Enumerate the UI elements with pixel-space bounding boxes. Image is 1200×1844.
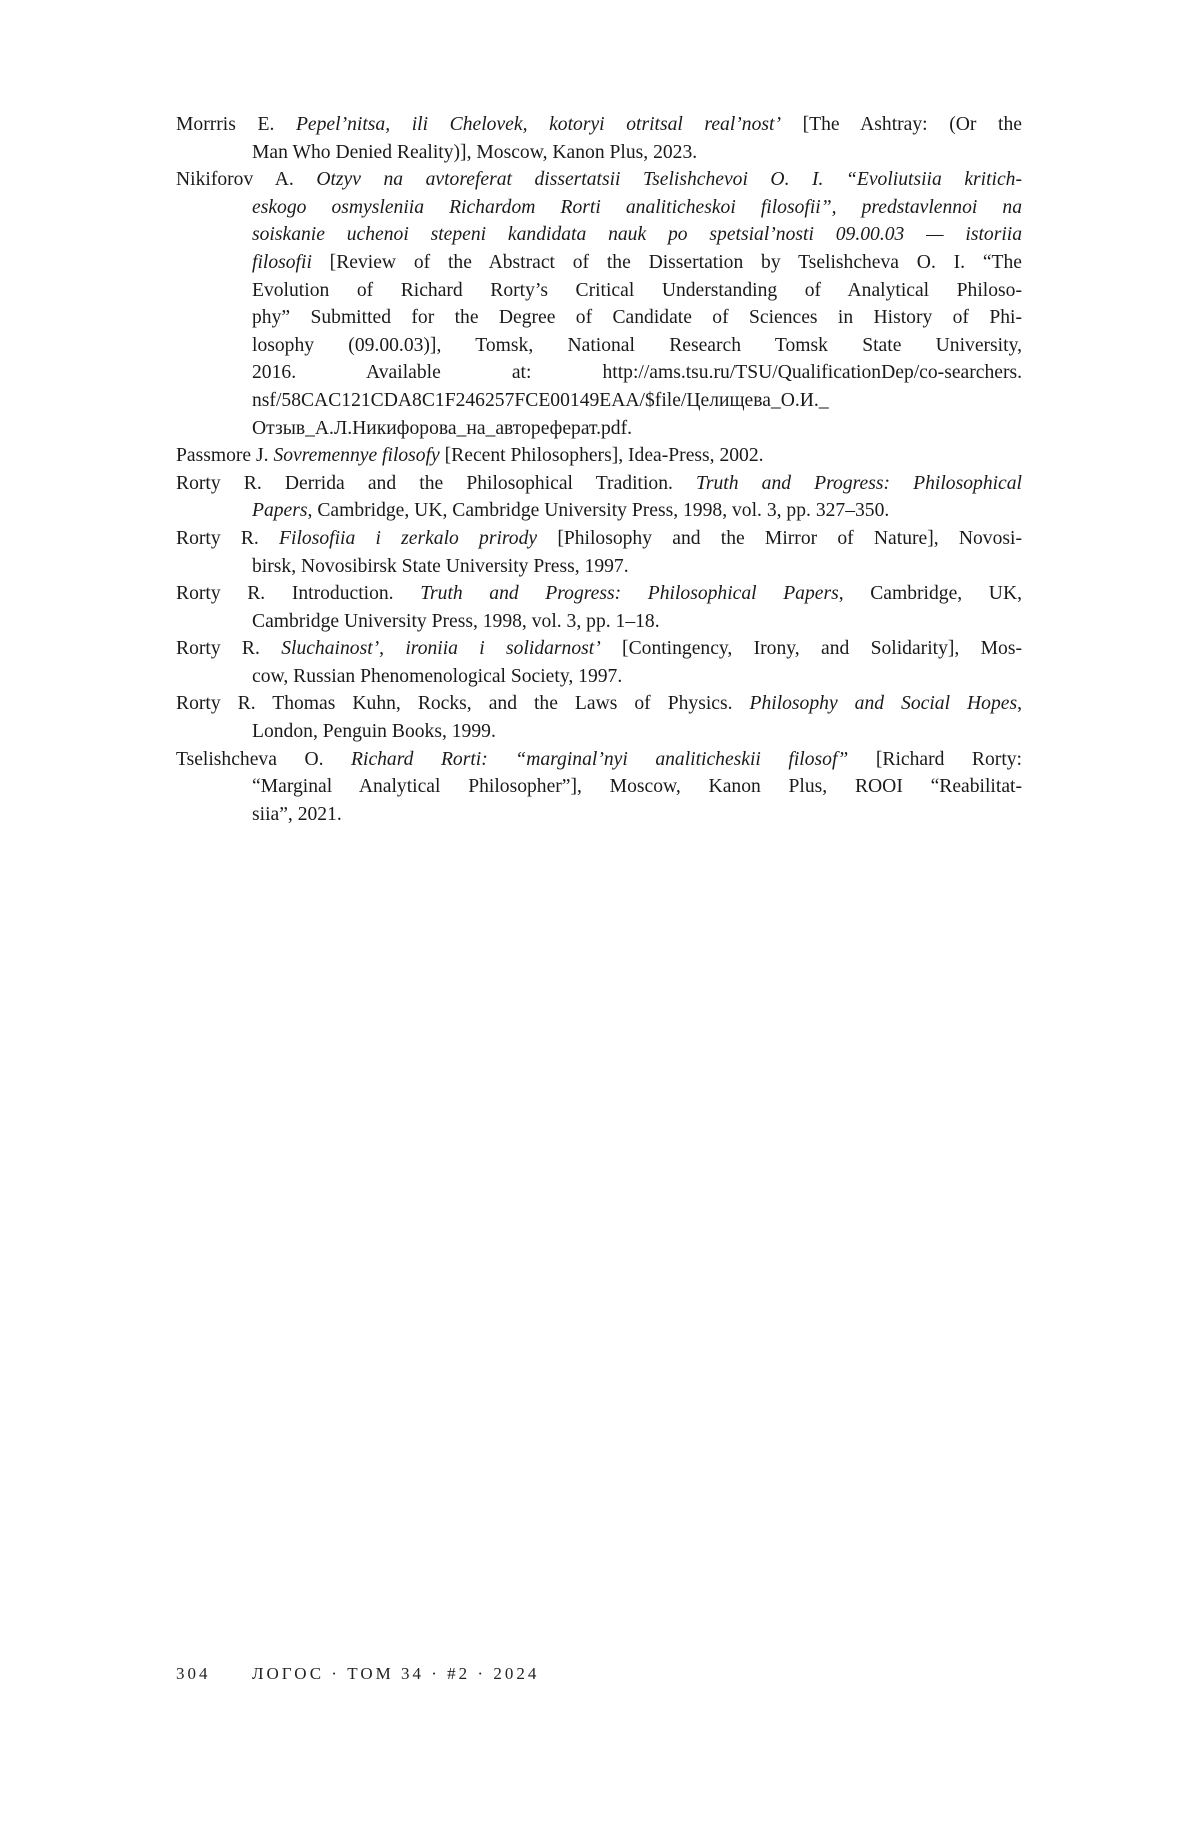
- reference-entry: [176, 635, 1022, 690]
- journal-running-title: ЛОГОС · ТОМ 34 · #2 · 2024: [252, 1664, 540, 1683]
- reference-line: [176, 166, 1022, 194]
- italic-title-segment: Sluchainost’, ironiia i solidarnost’: [281, 638, 601, 660]
- text-segment: “Marginal Analytical Philosopher”], Moscow, Kanon Plus, ROOI “Reabilitat-: [252, 776, 1022, 798]
- reference-line: [252, 663, 1022, 691]
- text-segment: Passmore J.: [176, 445, 274, 467]
- text-segment: Cambridge University Press, 1998, vol. 3, pp. 1–18.: [252, 610, 660, 632]
- text-segment: Morrris E.: [176, 114, 296, 135]
- text-segment: losophy (09.00.03)], Tomsk, National Research Tomsk State University,: [252, 334, 1022, 356]
- italic-title-segment: Sovremennye filosofy: [273, 445, 440, 467]
- text-segment: Rorty R. Introduction.: [176, 583, 421, 605]
- reference-line: [252, 387, 1022, 415]
- text-segment: [Contingency, Irony, and Solidarity], Mos-: [600, 638, 1022, 660]
- text-segment: nsf/58CAC121CDA8C1F246257FCE00149EAA/$file/Целищева_О.И._: [252, 389, 829, 411]
- reference-line: [252, 277, 1022, 305]
- page-footer: [176, 1664, 540, 1684]
- reference-entry: [176, 746, 1022, 829]
- text-segment: ,: [1017, 693, 1022, 715]
- reference-line: [176, 442, 1022, 470]
- reference-line: [252, 221, 1022, 249]
- text-segment: Evolution of Richard Rorty’s Critical Understanding of Analytical Philoso-: [252, 279, 1022, 301]
- reference-line: [176, 525, 1022, 553]
- italic-title-segment: Papers: [252, 500, 308, 522]
- text-segment: 2016. Available at: http://ams.tsu.ru/TSU/QualificationDep/co-searchers.: [252, 362, 1022, 384]
- text-segment: Rorty R.: [176, 527, 280, 549]
- reference-entry: [176, 525, 1022, 580]
- italic-title-segment: eskogo osmysleniia Richardom Rorti analiticheskoi filosofii”, predstavlennoi na: [252, 196, 1022, 218]
- reference-entry: [176, 111, 1022, 166]
- page-number: 304: [176, 1664, 211, 1683]
- reference-line: [176, 470, 1022, 498]
- italic-title-segment: Philosophy and Social Hopes: [749, 693, 1018, 715]
- italic-title-segment: Truth and Progress: Philosophical: [696, 472, 1022, 494]
- text-segment: , Cambridge, UK, Cambridge University Press, 1998, vol. 3, pp. 327–350.: [307, 500, 890, 522]
- reference-line: [176, 635, 1022, 663]
- reference-line: [252, 718, 1022, 746]
- reference-entry: [176, 580, 1022, 635]
- text-segment: Man Who Denied Reality)], Moscow, Kanon Plus, 2023.: [252, 141, 698, 163]
- reference-line: [252, 608, 1022, 636]
- italic-title-segment: Filosofiia i zerkalo prirody: [279, 527, 538, 549]
- text-segment: Rorty R. Derrida and the Philosophical Tradition.: [176, 472, 697, 494]
- reference-line: [252, 497, 1022, 525]
- reference-entry: [176, 166, 1022, 442]
- text-segment: [Richard Rorty:: [848, 748, 1022, 770]
- reference-line: [252, 359, 1022, 387]
- reference-line: [252, 194, 1022, 222]
- reference-entry: [176, 470, 1022, 525]
- reference-line: [252, 304, 1022, 332]
- reference-line: [176, 580, 1022, 608]
- reference-line: [252, 139, 1022, 167]
- italic-title-segment: Richard Rorti: “marginal’nyi analiticheskii filosof”: [351, 748, 849, 770]
- reference-line: [252, 553, 1022, 581]
- italic-title-segment: Truth and Progress: Philosophical Papers: [420, 583, 839, 605]
- text-segment: [Review of the Abstract of the Dissertation by Tselishcheva O. I. “The: [311, 251, 1022, 273]
- reference-line: [252, 249, 1022, 277]
- reference-line: [176, 111, 1022, 139]
- text-segment: cow, Russian Phenomenological Society, 1997.: [252, 665, 623, 687]
- reference-line: [176, 690, 1022, 718]
- reference-line: [252, 773, 1022, 801]
- italic-title-segment: soiskanie uchenoi stepeni kandidata nauk po spetsial’nosti 09.00.03 — istoriia: [252, 224, 1022, 246]
- reference-line: [252, 801, 1022, 829]
- text-segment: [The Ashtray: (Or the: [780, 114, 1022, 135]
- text-segment: Rorty R. Thomas Kuhn, Rocks, and the Laws of Physics.: [176, 693, 750, 715]
- reference-line: [252, 332, 1022, 360]
- text-segment: siia”, 2021.: [252, 803, 342, 825]
- reference-entry: [176, 690, 1022, 745]
- text-segment: London, Penguin Books, 1999.: [252, 721, 496, 743]
- italic-title-segment: filosofii: [252, 251, 312, 273]
- reference-list: [176, 111, 1022, 828]
- text-segment: [Recent Philosophers], Idea-Press, 2002.: [439, 445, 764, 467]
- text-segment: Отзыв_А.Л.Никифорова_на_автореферат.pdf.: [252, 417, 633, 439]
- reference-line: [252, 415, 1022, 443]
- text-segment: birsk, Novosibirsk State University Press, 1997.: [252, 555, 629, 577]
- italic-title-segment: Pepel’nitsa, ili Chelovek, kotoryi otritsal real’nost’: [295, 114, 781, 135]
- text-segment: [Philosophy and the Mirror of Nature], Novosi-: [537, 527, 1022, 549]
- text-segment: Rorty R.: [176, 638, 282, 660]
- text-segment: Tselishcheva O.: [176, 748, 352, 770]
- reference-line: [176, 746, 1022, 774]
- reference-entry: [176, 442, 1022, 470]
- text-segment: , Cambridge, UK,: [838, 583, 1022, 605]
- italic-title-segment: Otzyv na avtoreferat dissertatsii Tselishchevoi O. I. “Evoliutsiia kritich-: [316, 169, 1022, 191]
- text-segment: Nikiforov A.: [176, 169, 317, 191]
- text-segment: phy” Submitted for the Degree of Candidate of Sciences in History of Phi-: [252, 307, 1022, 329]
